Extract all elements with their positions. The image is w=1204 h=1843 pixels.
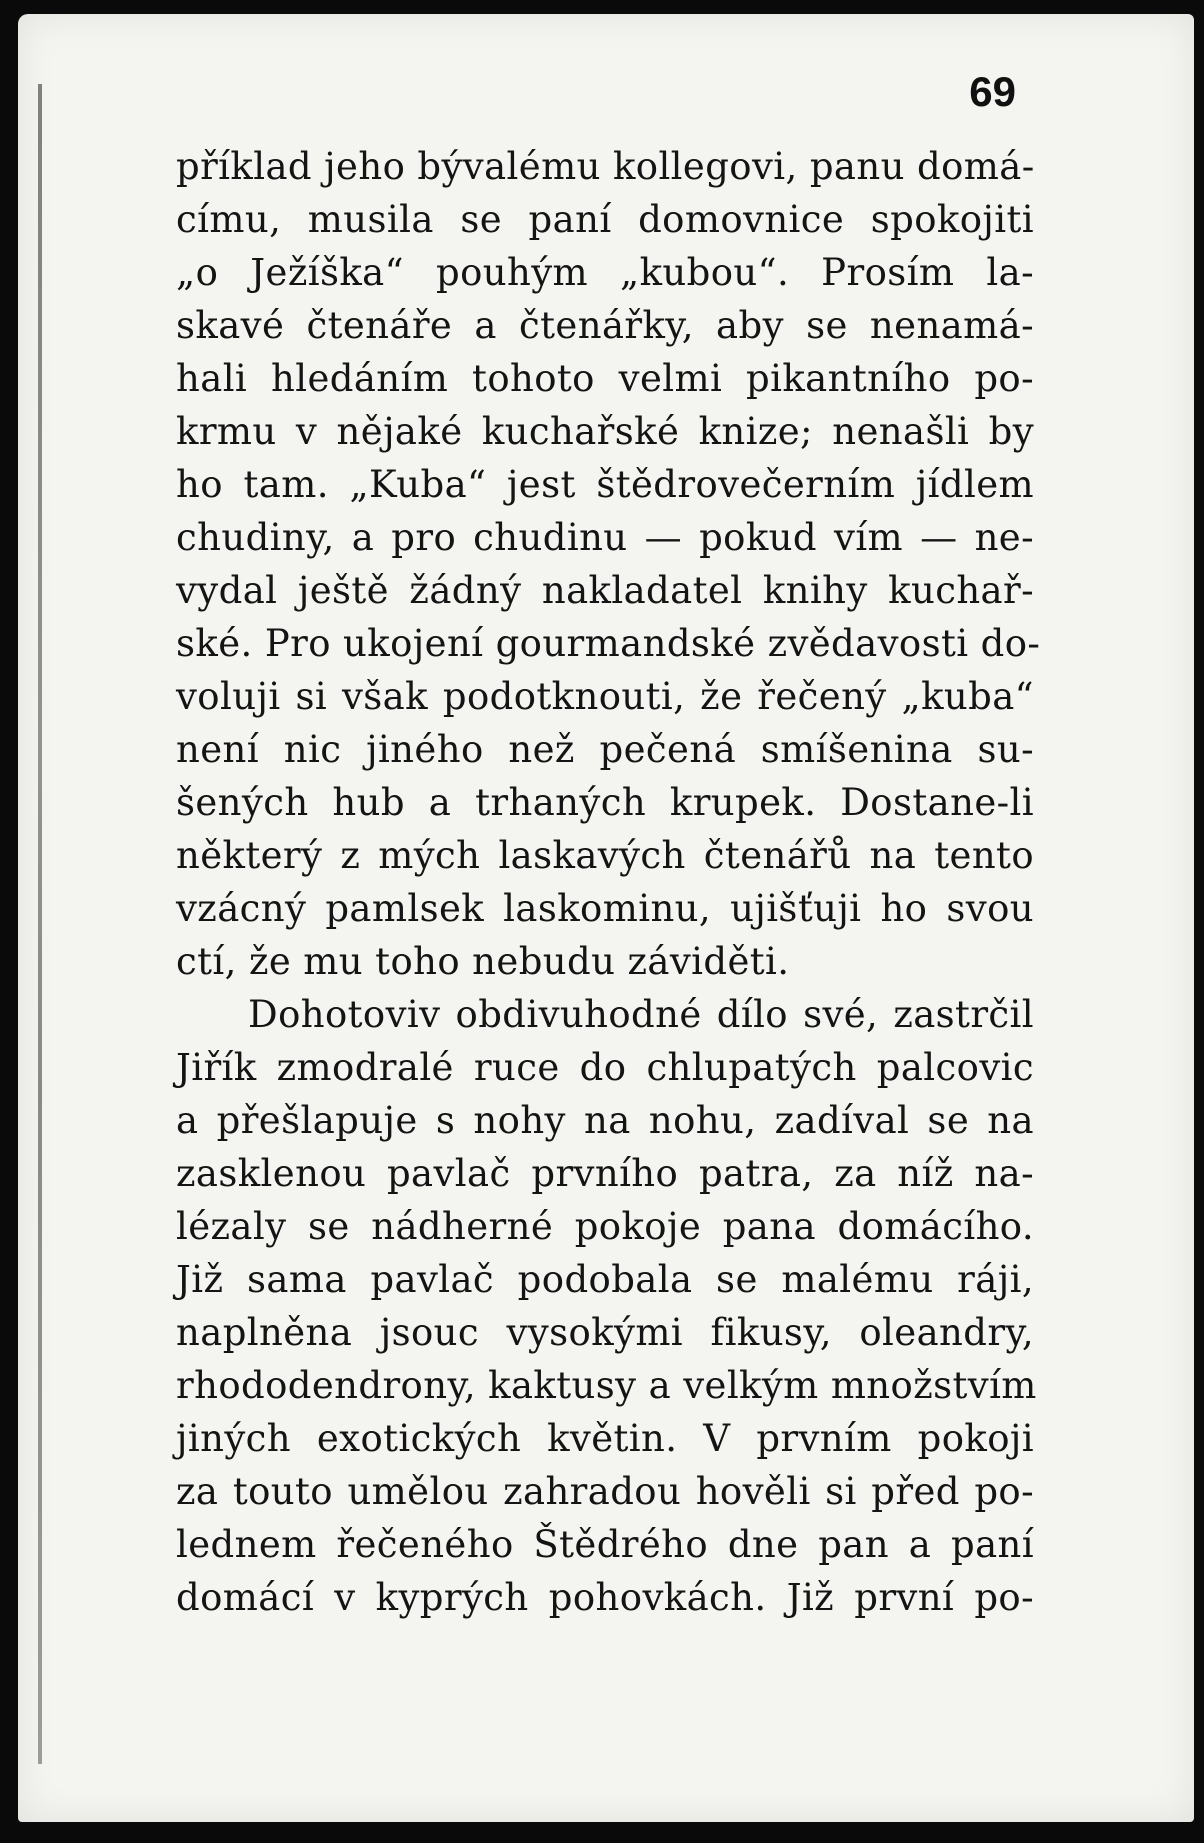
text-line: a přešlapuje s nohy na nohu, zadíval se na [176, 1099, 1034, 1142]
book-page [18, 14, 1194, 1822]
text-line: skavé čtenáře a čtenářky, aby se nenamá- [176, 304, 1034, 347]
text-line: hali hledáním tohoto velmi pikantního po- [176, 357, 1034, 400]
text-line: zasklenou pavlač prvního patra, za níž na- [176, 1152, 1034, 1195]
text-line: „o Ježíška“ pouhým „kubou“. Prosím la- [176, 251, 1034, 294]
text-line: ské. Pro ukojení gourmandské zvědavosti do- [176, 622, 1041, 665]
text-line: címu, musila se paní domovnice spokojiti [176, 198, 1034, 241]
text-line: lednem řečeného Štědrého dne pan a paní [176, 1523, 1034, 1566]
text-line: šených hub a trhaných krupek. Dostane-li [176, 781, 1034, 824]
text-line: domácí v kyprých pohovkách. Již první po- [176, 1576, 1034, 1619]
text-line: ho tam. „Kuba“ jest štědrovečerním jídlem [176, 463, 1034, 506]
text-line: Již sama pavlač podobala se malému ráji, [176, 1258, 1034, 1301]
text-line: krmu v nějaké kuchařské knize; nenašli by [176, 410, 1034, 453]
text-line: není nic jiného než pečená smíšenina su- [176, 728, 1034, 771]
text-line: vzácný pamlsek laskominu, ujišťuji ho svou [176, 887, 1034, 930]
text-line: Jiřík zmodralé ruce do chlupatých palcovic [176, 1046, 1034, 1089]
text-line: jiných exotických květin. V prvním pokoji [176, 1417, 1034, 1460]
body-text [176, 140, 1041, 1624]
text-line: za touto umělou zahradou hověli si před po- [176, 1470, 1034, 1513]
text-line: lézaly se nádherné pokoje pana domácího. [176, 1205, 1034, 1248]
page-edge-shadow [38, 84, 42, 1764]
text-line: ctí, že mu toho nebudu záviděti. [176, 940, 790, 983]
text-line: vydal ještě žádný nakladatel knihy kuchař- [176, 569, 1034, 612]
text-line: chudiny, a pro chudinu — pokud vím — ne- [176, 516, 1034, 559]
text-line: příklad jeho bývalému kollegovi, panu domá- [176, 145, 1035, 188]
text-line: voluji si však podotknouti, že řečený „kuba“ [176, 675, 1034, 718]
text-line: Dohotoviv obdivuhodné dílo své, zastrčil [248, 993, 1034, 1036]
text-line: rhododendrony, kaktusy a velkým množstvím [176, 1364, 1037, 1407]
text-line: některý z mých laskavých čtenářů na tento [176, 834, 1034, 877]
page-number: 69 [969, 68, 1016, 115]
text-line: naplněna jsouc vysokými fikusy, oleandry, [176, 1311, 1034, 1354]
